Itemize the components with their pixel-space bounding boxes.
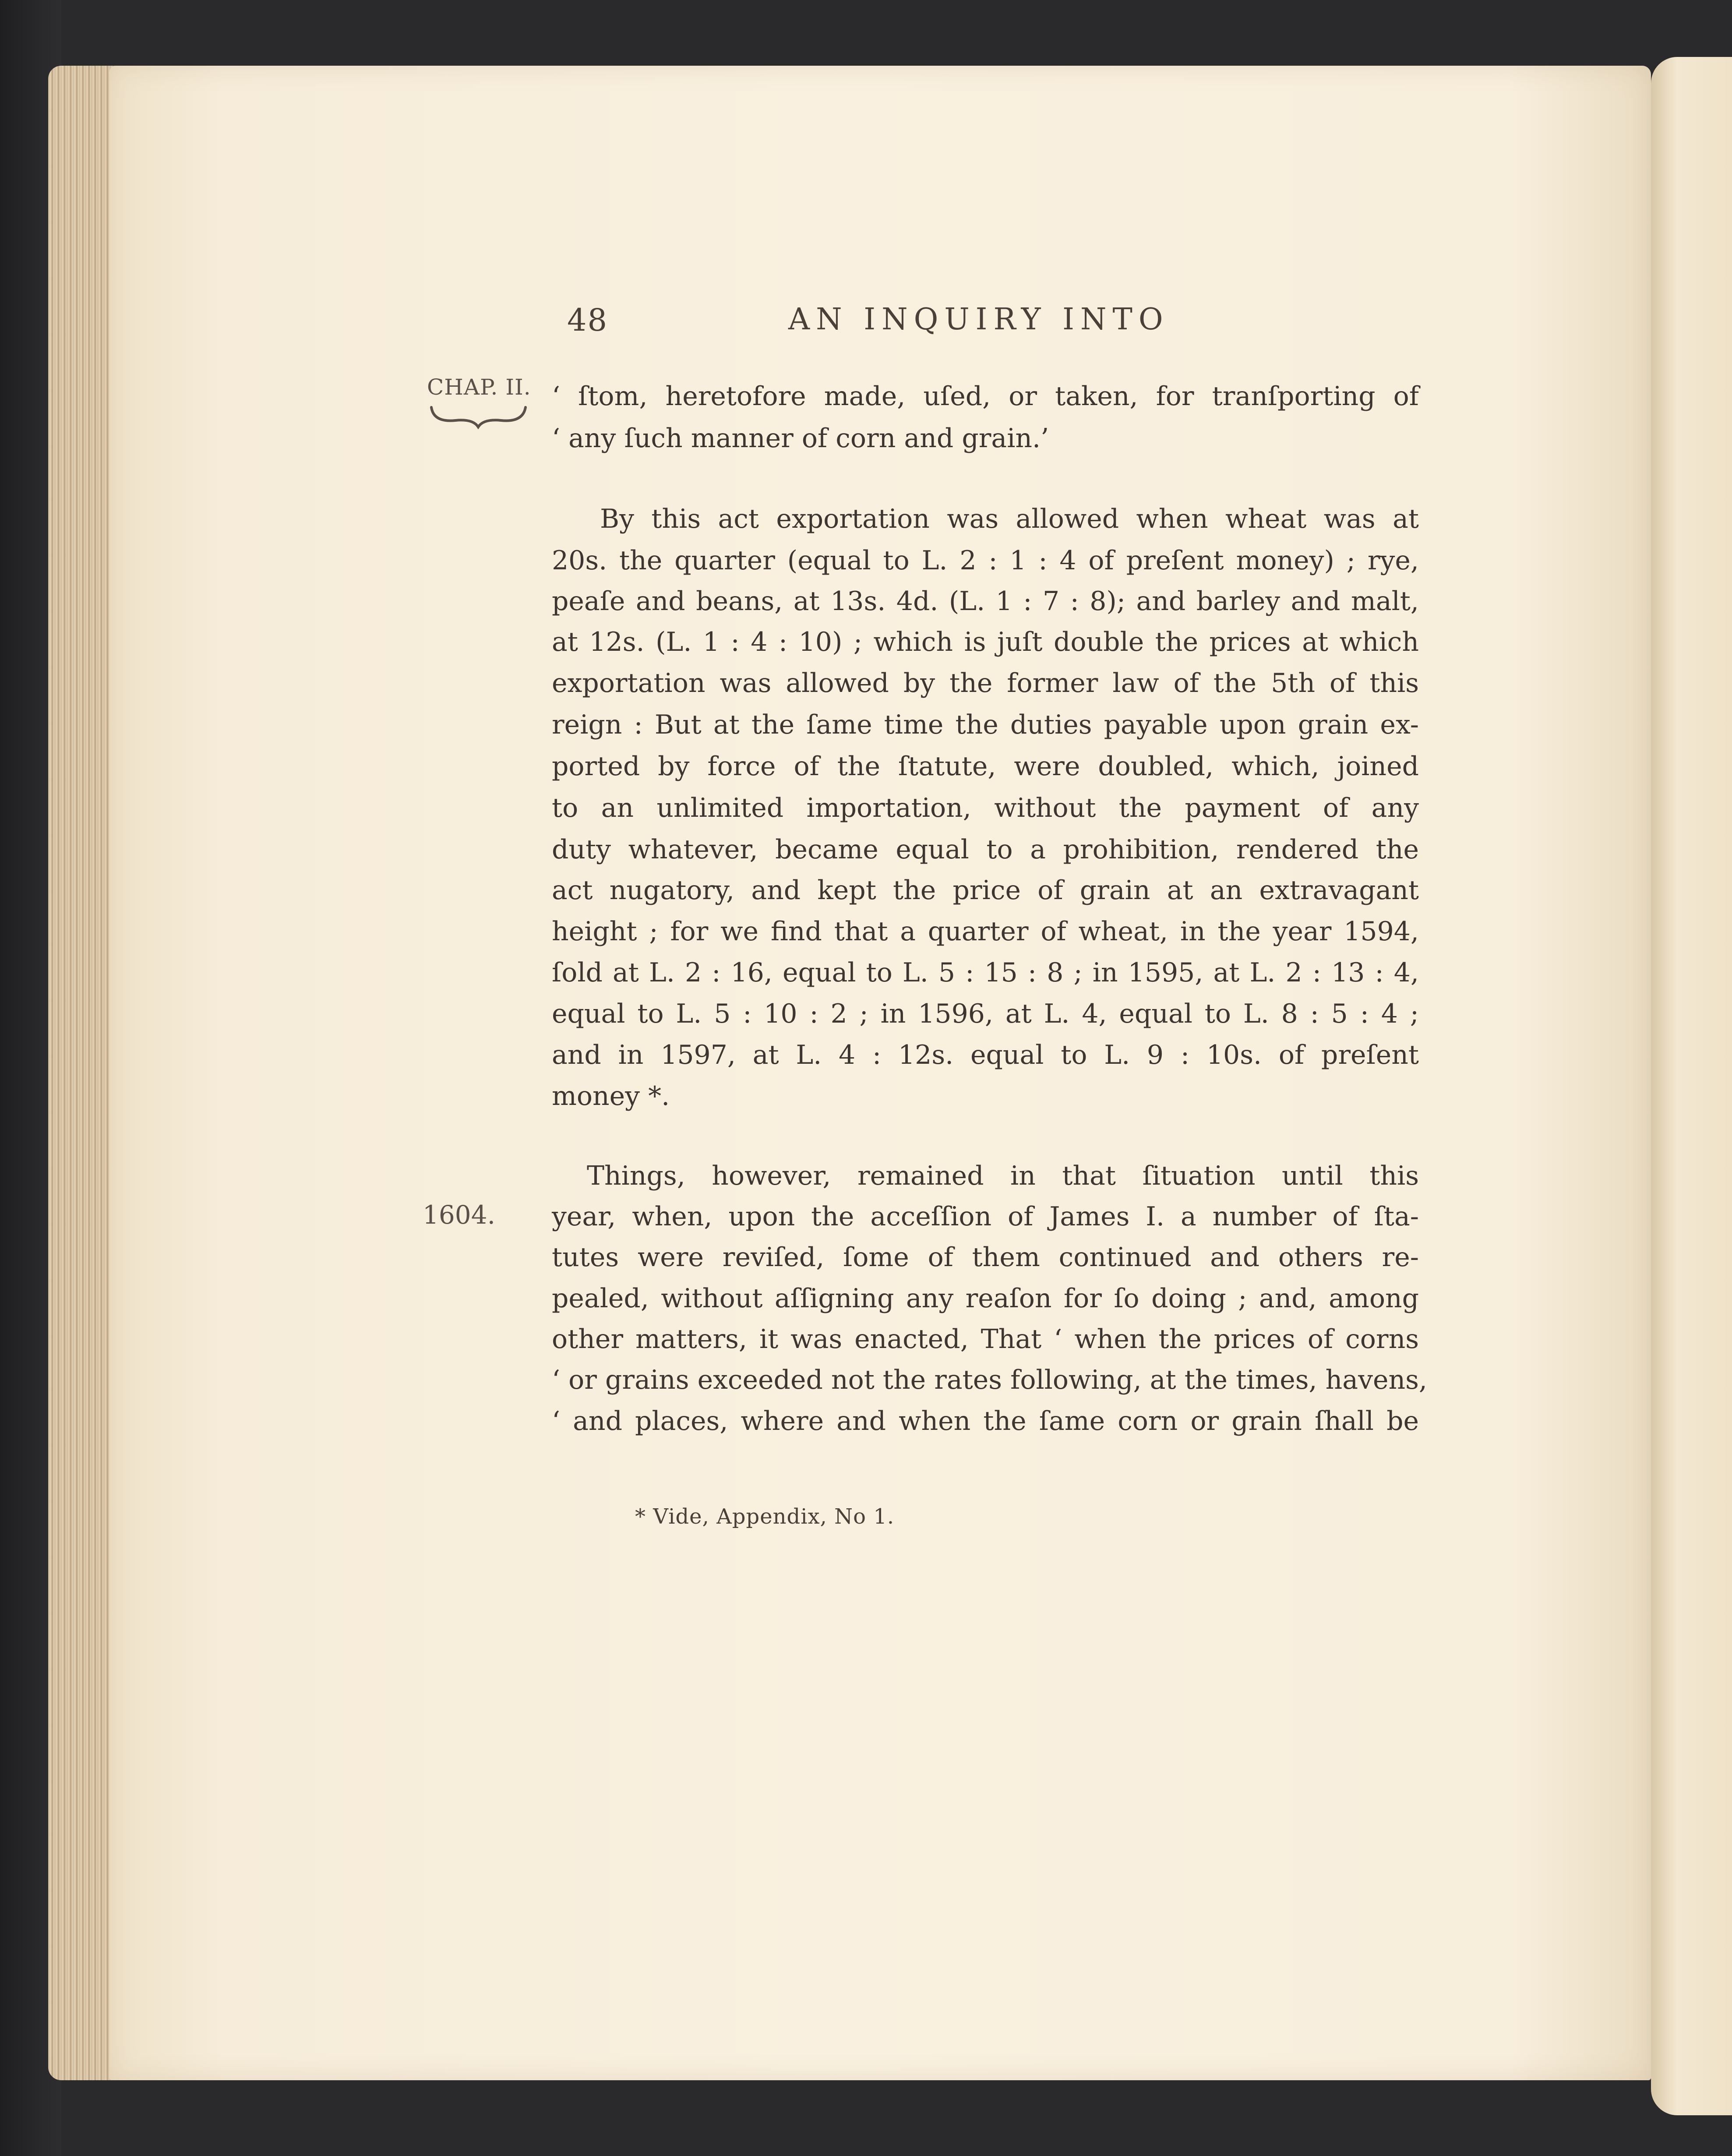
text-line: ‘ any ſuch manner of corn and grain.’ <box>552 423 1049 454</box>
running-head <box>567 302 1206 350</box>
text-line: ‘ ſtom, heretofore made, uſed, or taken, for tranſporting of <box>552 381 1419 412</box>
text-line: pealed, without aſſigning any reaſon for ſo doing ; and, among <box>552 1283 1419 1314</box>
facing-page-edge <box>1651 57 1732 2115</box>
margin-chapter-label: CHAP. II. <box>427 374 531 400</box>
text-line: and in 1597, at L. 4 : 12s. equal to L. 9 : 10s. of preſent <box>552 1040 1419 1070</box>
brace-icon <box>429 403 528 429</box>
text-line: Things, however, remained in that ſituation until this <box>587 1161 1419 1191</box>
text-line: ‘ or grains exceeded not the rates following, at the times, havens, <box>552 1365 1427 1395</box>
text-line: equal to L. 5 : 10 : 2 ; in 1596, at L. 4, equal to L. 8 : 5 : 4 ; <box>552 999 1419 1029</box>
text-line: height ; for we find that a quarter of wheat, in the year 1594, <box>552 916 1419 947</box>
text-line: tutes were reviſed, ſome of them continued and others re- <box>552 1242 1419 1273</box>
margin-year: 1604. <box>423 1200 496 1230</box>
text-line: at 12s. (L. 1 : 4 : 10) ; which is juſt double the prices at which <box>552 627 1419 657</box>
running-head-title: AN INQUIRY INTO <box>788 302 1169 337</box>
text-line: exportation was allowed by the former law of the 5th of this <box>552 668 1419 699</box>
text-line: peaſe and beans, at 13s. 4d. (L. 1 : 7 : 8); and barley and malt, <box>552 586 1419 617</box>
text-line: By this act exportation was allowed when wheat was at <box>600 504 1419 534</box>
text-line: money *. <box>552 1081 670 1112</box>
text-line: to an unlimited importation, without the payment of any <box>552 793 1419 823</box>
text-line: ſold at L. 2 : 16, equal to L. 5 : 15 : 8 ; in 1595, at L. 2 : 13 : 4, <box>552 957 1419 988</box>
page-number: 48 <box>567 302 608 338</box>
text-line: duty whatever, became equal to a prohibition, rendered the <box>552 834 1419 865</box>
text-line: 20s. the quarter (equal to L. 2 : 1 : 4 of preſent money) ; rye, <box>552 545 1419 576</box>
text-line: ‘ and places, where and when the ſame corn or grain ſhall be <box>552 1406 1419 1436</box>
text-line: reign : But at the ſame time the duties payable upon grain ex- <box>552 709 1419 740</box>
text-line: act nugatory, and kept the price of grain at an extravagant <box>552 875 1419 906</box>
text-line: ported by force of the ſtatute, were doubled, which, joined <box>552 751 1419 782</box>
text-line: other matters, it was enacted, That ‘ when the prices of corns <box>552 1324 1419 1355</box>
footnote: * Vide, Appendix, No 1. <box>635 1504 895 1529</box>
text-line: year, when, upon the acceſſion of James I. a number of ſta- <box>552 1201 1419 1232</box>
